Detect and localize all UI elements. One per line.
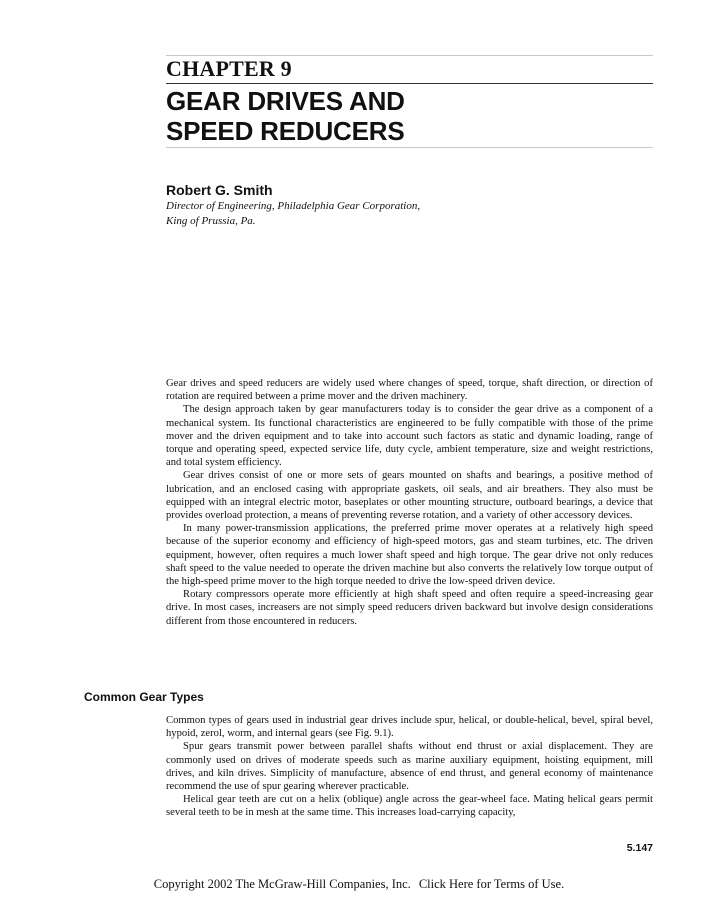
chapter-title (166, 86, 405, 146)
author-affiliation-line-1: Director of Engineering, Philadelphia Gear Corporation, (166, 200, 421, 212)
author-affiliation (166, 199, 420, 229)
terms-of-use-link[interactable]: Click Here for Terms of Use. (418, 877, 565, 891)
intro-paragraph: The design approach taken by gear manufacturers today is to consider the gear drive as a component of a mechanical system. Its functional characteristics are engineered to be fully compatible with those of the prime mover and the driven equipment and to take into account such factors as static and dynamic loading, range of torque and operating speed, expected service life, duty cycle, ambient temperature, size and weight restrictions, and total system efficiency. (166, 404, 653, 469)
author-name: Robert G. Smith (166, 182, 273, 198)
intro-paragraph: Gear drives consist of one or more sets of gears mounted on shafts and bearings, a positive method of lubrication, and an enclosed casing with appropriate gaskets, oil seals, and air breathers. They also must be equipped with an integral electric motor, baseplates or other mounting structure, outboard bearings, a device that provides overload protection, a means of preventing reverse rotation, and a variety of other accessory devices. (166, 470, 653, 522)
intro-paragraph: Rotary compressors operate more efficiently at high shaft speed and often require a speed-increasing gear drive. In most cases, increasers are not simply speed reducers driven backward but involve design considerations different from those encountered in reducers. (166, 589, 653, 627)
page-number: 5.147 (626, 842, 653, 854)
intro-paragraph: Gear drives and speed reducers are widely used where changes of speed, torque, shaft direction, or direction of rotation are required between a prime mover and the driven machinery. (166, 378, 653, 403)
section-text (166, 714, 653, 820)
copyright-text: Copyright 2002 The McGraw-Hill Companies, Inc. (153, 877, 411, 891)
intro-text (166, 377, 653, 628)
chapter-title-line-2: SPEED REDUCERS (166, 116, 405, 146)
chapter-rule (166, 83, 653, 84)
section-heading: Common Gear Types (84, 690, 204, 704)
chapter-label: CHAPTER 9 (166, 56, 292, 81)
section-paragraph: Common types of gears used in industrial gear drives include spur, helical, or double-helical, bevel, spiral bevel, hypoid, zerol, worm, and internal gears (see Fig. 9.1). (166, 715, 653, 740)
section-paragraph: Helical gear teeth are cut on a helix (oblique) angle across the gear-wheel face. Mating helical gears permit several teeth to be in mesh at the same time. This increases load-carrying capacity, (166, 794, 653, 819)
author-affiliation-line-2: King of Prussia, Pa. (166, 215, 256, 227)
chapter-title-line-1: GEAR DRIVES AND (166, 86, 405, 116)
title-bottom-rule (166, 147, 653, 148)
intro-paragraph: In many power-transmission applications, the preferred prime mover operates at a relatively high speed because of the superior economy and efficiency of high-speed motors, gas and steam turbines, etc. The driven equipment, however, often requires a much lower shaft speed and high torque. The gear drive not only reduces shaft speed to the value needed to operate the driven machine but also converts the relatively low torque output of the high-speed prime mover to the high torque needed to drive the low-speed driven device. (166, 523, 653, 588)
section-paragraph: Spur gears transmit power between parallel shafts without end thrust or axial displacement. They are commonly used on drives of moderate speeds such as marine auxiliary equipment, hoisting equipment, mill drives, and kiln drives. Simplicity of manufacture, absence of end thrust, and general economy of maintenance recommend the use of spur gearing wherever practicable. (166, 741, 653, 793)
copyright-footer (0, 876, 718, 892)
